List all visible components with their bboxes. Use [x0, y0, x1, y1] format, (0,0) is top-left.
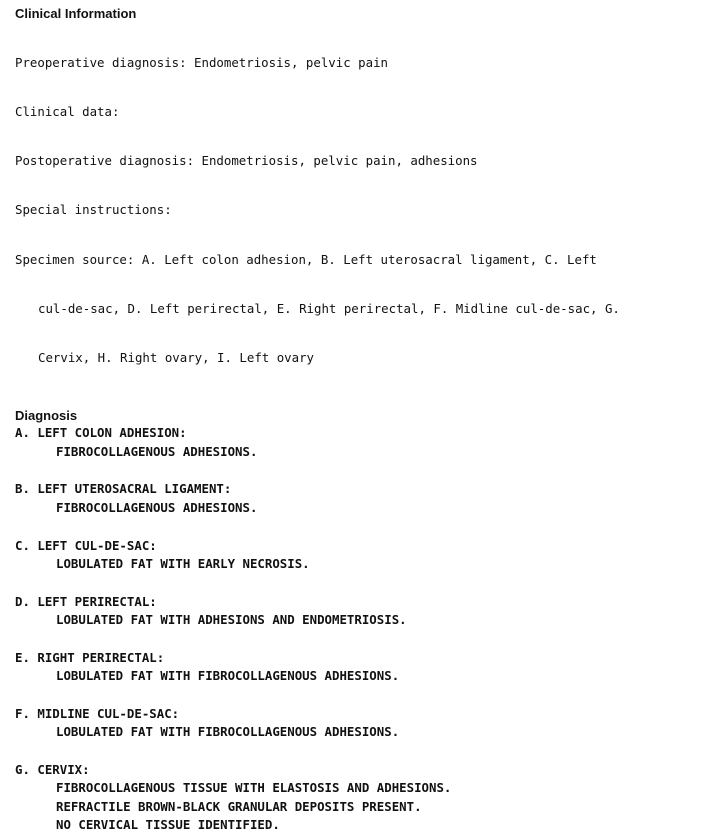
pathology-report — [15, 6, 695, 834]
diagnosis-item — [15, 424, 695, 461]
specimen-site-label: B. LEFT UTEROSACRAL LIGAMENT: — [15, 481, 232, 497]
diagnosis-finding: FIBROCOLLAGENOUS ADHESIONS. — [56, 443, 258, 459]
specimen-site-label: C. LEFT CUL-DE-SAC: — [15, 537, 157, 553]
diagnosis-item — [15, 537, 695, 574]
diagnosis-item — [15, 593, 695, 630]
diagnosis-list — [15, 424, 695, 834]
diagnosis-finding: LOBULATED FAT WITH EARLY NECROSIS. — [56, 555, 310, 571]
diagnosis-item — [15, 649, 695, 686]
diagnosis-heading: Diagnosis — [15, 408, 78, 424]
diagnosis-finding: LOBULATED FAT WITH FIBROCOLLAGENOUS ADHESIONS. — [56, 724, 400, 740]
diagnosis-finding: REFRACTILE BROWN-BLACK GRANULAR DEPOSITS PRESENT. — [56, 798, 422, 814]
specimen-source-line: cul-de-sac, D. Left perirectal, E. Right perirectal, F. Midline cul-de-sac, G. — [38, 300, 620, 316]
specimen-site-label: G. CERVIX: — [15, 761, 90, 777]
specimen-site-label: F. MIDLINE CUL-DE-SAC: — [15, 705, 180, 721]
clinical-information-heading: Clinical Information — [15, 6, 137, 21]
diagnosis-finding: FIBROCOLLAGENOUS TISSUE WITH ELASTOSIS AND ADHESIONS. — [56, 780, 452, 796]
diagnosis-finding: NO CERVICAL TISSUE IDENTIFIED. — [56, 816, 280, 832]
specimen-site-label: E. RIGHT PERIRECTAL: — [15, 649, 165, 665]
diagnosis-item — [15, 761, 695, 834]
diagnosis-item — [15, 705, 695, 742]
postoperative-diagnosis: Postoperative diagnosis: Endometriosis, pelvic pain, adhesions — [15, 153, 478, 169]
clinical-data: Clinical data: — [15, 104, 120, 120]
specimen-site-label: D. LEFT PERIRECTAL: — [15, 593, 157, 609]
special-instructions: Special instructions: — [15, 202, 172, 218]
diagnosis-finding: LOBULATED FAT WITH ADHESIONS AND ENDOMETRIOSIS. — [56, 611, 407, 627]
clinical-information-section — [15, 6, 695, 399]
specimen-source-line: Specimen source: A. Left colon adhesion, B. Left uterosacral ligament, C. Left — [15, 251, 597, 267]
preoperative-diagnosis: Preoperative diagnosis: Endometriosis, pelvic pain — [15, 54, 388, 70]
specimen-source-line: Cervix, H. Right ovary, I. Left ovary — [38, 350, 315, 366]
diagnosis-finding: FIBROCOLLAGENOUS ADHESIONS. — [56, 499, 258, 515]
diagnosis-finding: LOBULATED FAT WITH FIBROCOLLAGENOUS ADHESIONS. — [56, 668, 400, 684]
diagnosis-item — [15, 480, 695, 517]
specimen-site-label: A. LEFT COLON ADHESION: — [15, 425, 187, 441]
diagnosis-section — [15, 408, 695, 834]
